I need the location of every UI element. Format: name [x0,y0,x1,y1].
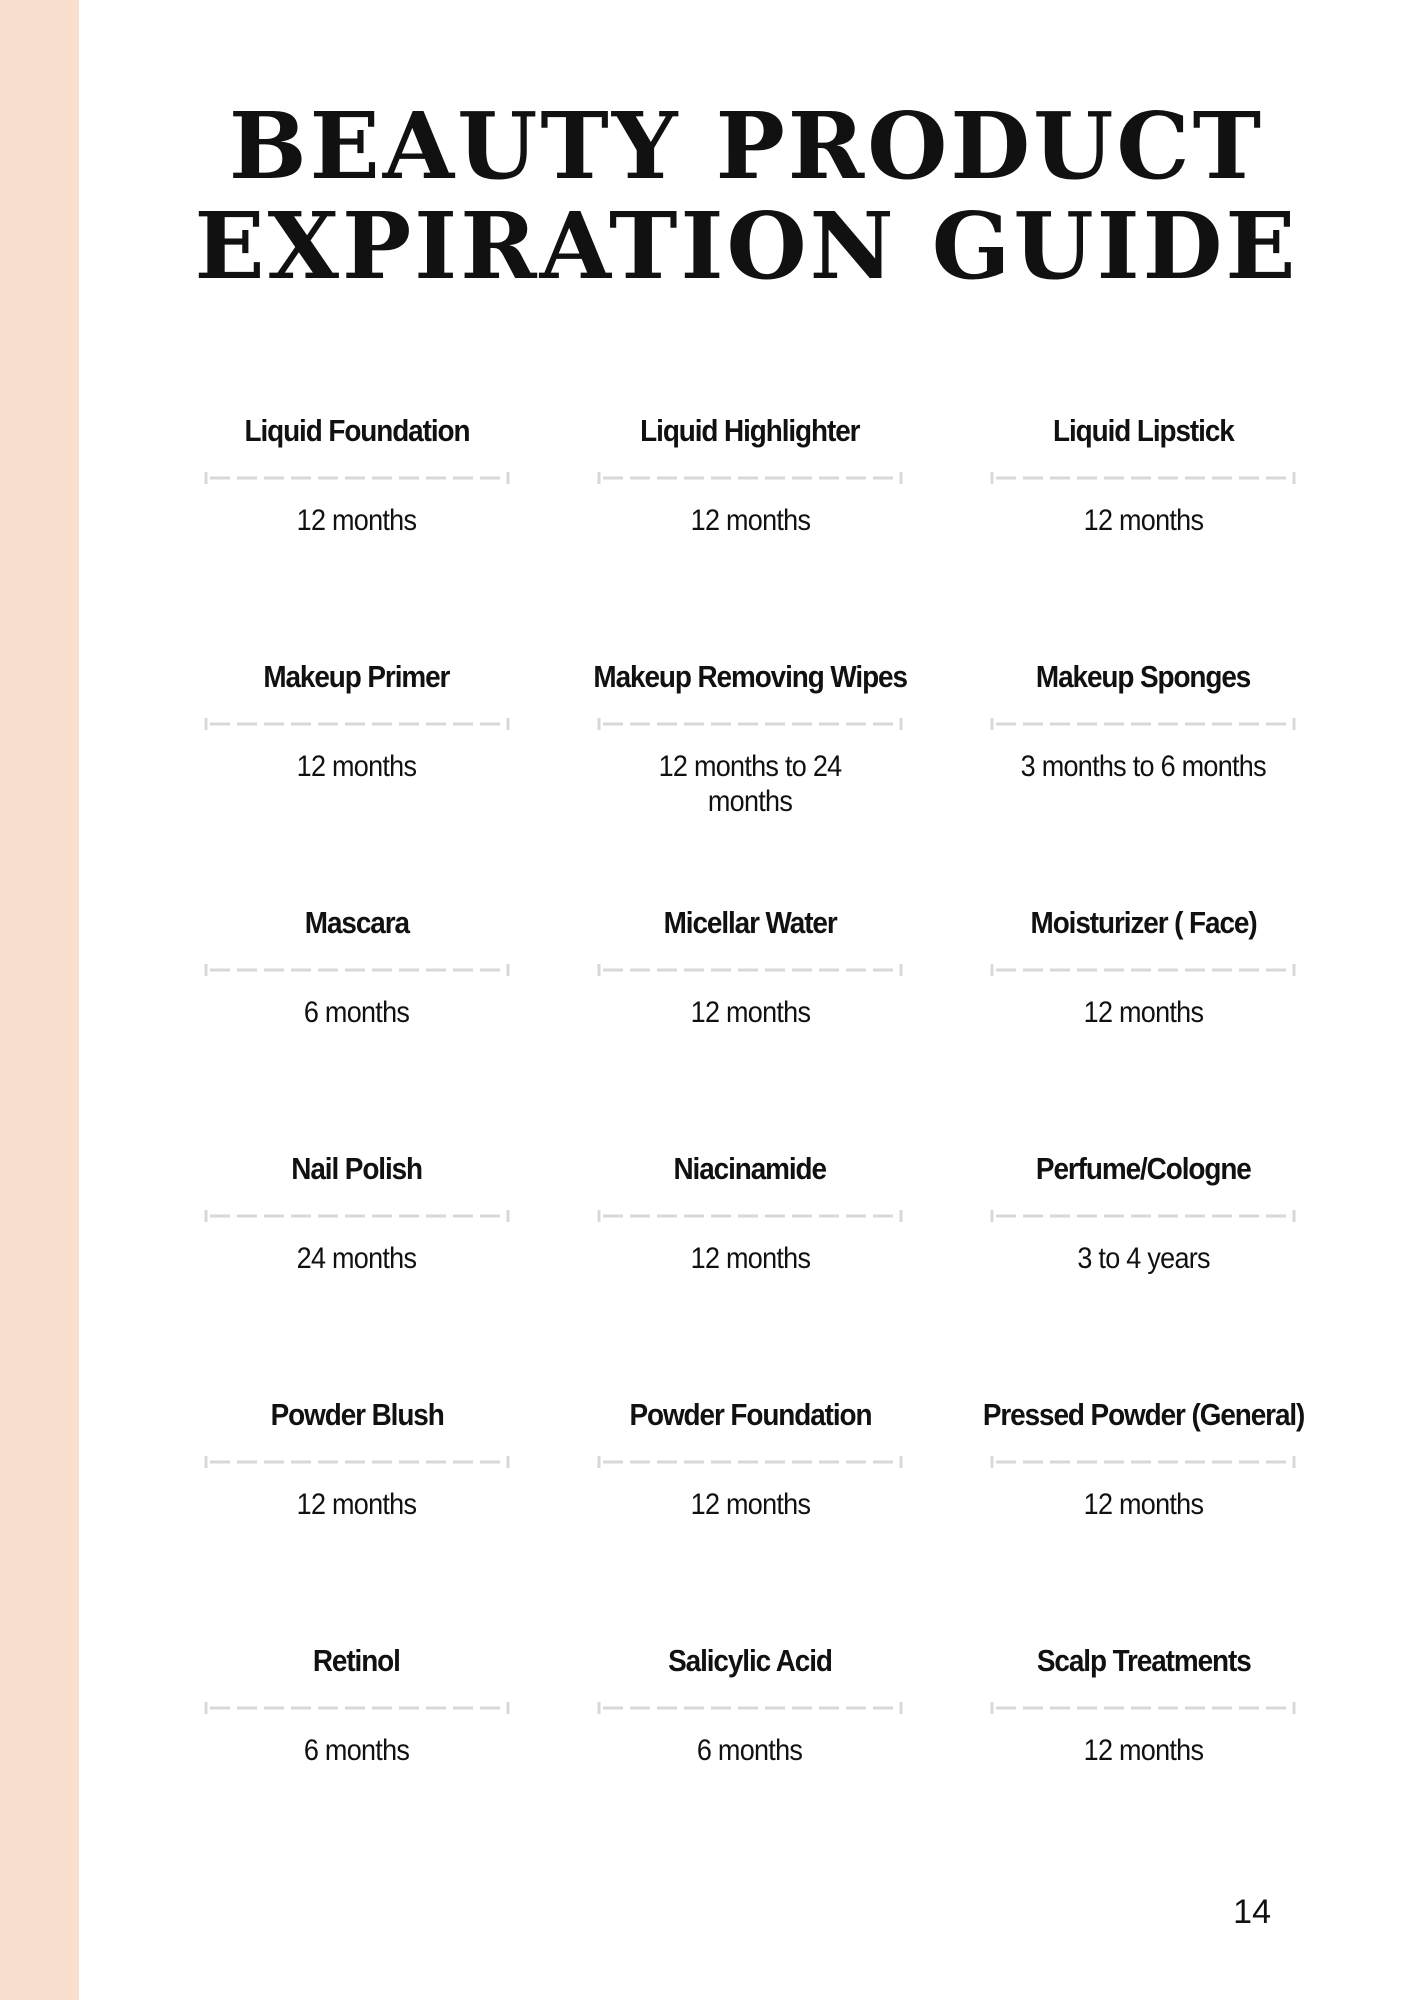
product-item [553,897,946,1143]
dashed-divider [990,963,1296,977]
expiration-period: 3 months to 6 months [1020,750,1266,783]
page-title-line-2: EXPIRATION GUIDE [194,192,1299,300]
product-name: Liquid Lipstick [1052,413,1234,448]
product-name: Mascara [304,905,409,940]
product-name: Nail Polish [291,1151,423,1186]
product-name: Retinol [313,1643,401,1678]
expiration-period: 12 months [690,996,810,1029]
product-name: Powder Foundation [628,1397,872,1432]
expiration-period: 6 months [304,996,410,1029]
product-name: Liquid Foundation [244,413,470,448]
product-item [160,897,553,1143]
dashed-divider [204,1701,510,1715]
product-item [947,1143,1340,1389]
product-name: Niacinamide [673,1151,827,1186]
dashed-divider [204,963,510,977]
expiration-period: 12 months [1083,504,1204,537]
product-item [947,1389,1340,1635]
dashed-divider [597,1701,903,1715]
dashed-divider [990,471,1296,485]
product-name: Makeup Removing Wipes [593,659,907,694]
page-number: 14 [1233,1893,1271,1931]
product-item [553,1635,946,1881]
expiration-period: 12 months to 24 months [658,750,842,818]
expiration-period: 12 months [690,1488,810,1521]
dashed-divider [204,1455,510,1469]
dashed-divider [204,717,510,731]
dashed-divider [990,1455,1296,1469]
expiration-period: 6 months [304,1734,410,1767]
expiration-period: 24 months [296,1242,417,1275]
expiration-period: 12 months [296,504,417,537]
product-expiration-grid [160,405,1340,1881]
product-name: Makeup Sponges [1036,659,1251,694]
expiration-period: 6 months [697,1734,803,1767]
product-name: Scalp Treatments [1036,1643,1251,1678]
side-color-band [0,0,79,2000]
product-name: Makeup Primer [263,659,450,694]
product-item [947,651,1340,897]
product-item [553,1389,946,1635]
dashed-divider [597,963,903,977]
product-name: Pressed Powder (General) [982,1397,1305,1432]
product-item [553,651,946,897]
page-title-line-1: BEAUTY PRODUCT [228,92,1265,200]
dashed-divider [204,1209,510,1223]
product-name: Salicylic Acid [668,1643,832,1678]
dashed-divider [204,471,510,485]
product-item [553,405,946,651]
expiration-period: 12 months [690,504,810,537]
product-name: Moisturizer ( Face) [1030,905,1257,940]
dashed-divider [597,717,903,731]
product-item [947,1635,1340,1881]
product-item [553,1143,946,1389]
product-name: Liquid Highlighter [640,413,860,448]
product-name: Micellar Water [663,905,837,940]
dashed-divider [597,471,903,485]
expiration-period: 12 months [690,1242,810,1275]
page-title [79,92,1414,300]
dashed-divider [990,1209,1296,1223]
expiration-period: 12 months [296,750,417,783]
product-item [160,651,553,897]
expiration-period: 3 to 4 years [1077,1242,1210,1275]
expiration-period: 12 months [1083,996,1204,1029]
product-item [160,1389,553,1635]
product-item [947,405,1340,651]
product-item [160,1635,553,1881]
product-name: Powder Blush [270,1397,444,1432]
product-item [947,897,1340,1143]
dashed-divider [597,1209,903,1223]
expiration-period: 12 months [1083,1734,1204,1767]
expiration-period: 12 months [1083,1488,1204,1521]
dashed-divider [597,1455,903,1469]
product-item [160,405,553,651]
product-name: Perfume/Cologne [1035,1151,1251,1186]
product-item [160,1143,553,1389]
dashed-divider [990,1701,1296,1715]
dashed-divider [990,717,1296,731]
expiration-period: 12 months [296,1488,417,1521]
